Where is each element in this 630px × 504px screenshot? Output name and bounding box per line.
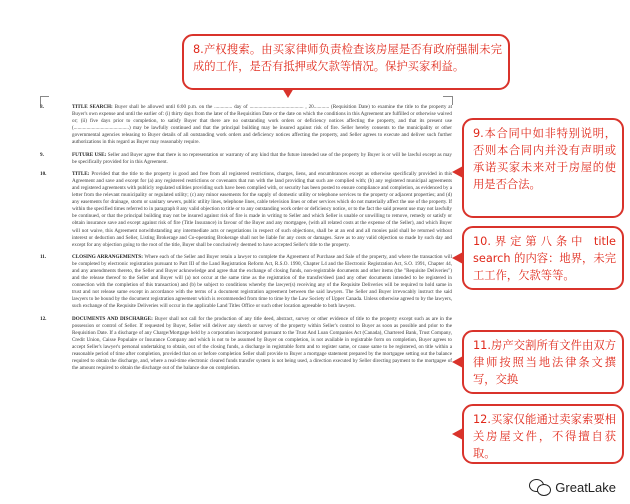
callout-text: 9.本合同中如非特别说明，否则本合同内并没有声明或承诺买家未来对于房屋的使用是否合法。: [473, 127, 616, 191]
clause-title: CLOSING ARRANGEMENTS:: [72, 253, 143, 260]
clause-text: Buyer shall be allowed until 6:00 p.m. on the .............. day of .......................................... , 20............ (Requisition Date) to examine the title to the property at Buyer's own expense and until the earlier of: (i) thirty days from the later of the Requisition Date or the date on which the conditions in this Agreement are fulfilled or otherwise waived or; (ii) five days prior to completion, to satisfy Buyer that there are no outstanding work orders or deficiency notices affecting the property, and that its present use (...........................................) may be lawfully continued and that the principal building may be insured against risk of fire. Seller hereby consents to the municipality or other governmental agencies releasing to Buyer details of all outstanding work orders and deficiency notices affecting the property, and Seller agrees to execute and deliver such further authorizations in this regard as Buyer may reasonably require.: [72, 104, 453, 146]
clause-title-search: [40, 104, 452, 147]
clause-title: TITLE SEARCH:: [72, 104, 113, 110]
clause-number: 11.: [40, 253, 47, 260]
callout-title-search: [182, 34, 510, 90]
wechat-icon: [529, 478, 551, 496]
callout-future-use: [462, 118, 624, 218]
crop-mark: [452, 96, 453, 105]
watermark-text: GreatLake: [555, 479, 616, 495]
callout-closing-arrangements: [462, 330, 624, 394]
clause-text: Provided that the title to the property is good and free from all registered restrictions, charges, liens, and encumbrances except as otherwise specifically provided in this Agreement and save and except for (a) any registered restrictions or covenants that run with the land providing that such are complied with; (b) any registered municipal agreements and registered agreements with publicly regulated utilities providing such have been complied with, or security has been posted to ensure compliance and completion, as evidenced by a letter from the relevant municipality or regulated utility; (c) any minor easements for the supply of domestic utility or telephone services to the property or adjacent properties; and (d) any easements for drainage, storm or sanitary sewers, public utility lines, telephone lines, cable television lines or other services which do not materially affect the use of the property. If within the specified times referred to in paragraph 8 any valid objection to title or to any outstanding work order or deficiency notice, or to the fact the said present use may not lawfully be continued, or that the principal building may not be insured against risk of fire is made in writing to Seller and which Seller is unable or unwilling to remove, remedy or satisfy or obtain insurance save and except against risk of fire (Title Insurance) in favour of the Buyer and any mortgagee, (with all related costs at the expense of the Seller), and which Buyer will not waive, this Agreement notwithstanding any intermediate acts or negotiations in respect of such objections, shall be at an end and all monies paid shall be returned without interest or deduction and Seller, Listing Brokerage and Co-operating Brokerage shall not be liable for any costs or damages. Save as to any valid objection so made by such day and except for any objection going to the root of the title, Buyer shall be conclusively deemed to have accepted Seller's title to the property.: [72, 170, 452, 248]
callout-text: 11.房产交割所有文件由双方律师按照当地法律条文撰写，交换: [473, 339, 616, 386]
clause-number: 12.: [40, 315, 47, 322]
clause-future-use: [40, 152, 452, 166]
agreement-document: [40, 104, 452, 377]
callout-pointer: [282, 88, 294, 98]
clause-number: 10.: [40, 170, 47, 177]
callout-text: 12.买家仅能通过卖家索要相关房屋文件，不得擅自获取。: [473, 413, 616, 460]
watermark: [529, 478, 616, 496]
callout-title: [462, 226, 624, 290]
clause-title: [40, 171, 452, 249]
clause-text: Buyer shall not call for the production of any title deed, abstract, survey or other evidence of title to the property except such as are in the possession or control of Seller. If requested by Buyer, Seller will deliver any sketch or survey of the property within Seller's control to Buyer as soon as possible and prior to the Requisition Date. If a discharge of any Charge/Mortgage held by a corporation incorporated pursuant to the Trust And Loan Companies Act (Canada), Chartered Bank, Trust Company, Credit Union, Caisse Populaire or Insurance Company and which is not to be assumed by Buyer on completion, is not available in registrable form on completion, Buyer agrees to accept Seller's lawyer's personal undertaking to obtain, out of the closing funds, a discharge in registrable form and to register same, or cause same to be registered, on title within a reasonable period of time after completion, provided that on or before completion Seller shall provide to Buyer a mortgage statement prepared by the mortgagee setting out the balance required to obtain the discharge, and, where a real-time electronic cleared funds transfer system is not being used, a direction executed by Seller directing payment to the mortgagee of the amount required to obtain the discharge out of the balance due on completion.: [72, 315, 453, 372]
callout-text: 10.界定第八条中 title search 的内容：地界，未完工工作，欠款等等。: [473, 235, 616, 282]
crop-mark: [40, 96, 49, 97]
clause-title: DOCUMENTS AND DISCHARGE:: [72, 315, 153, 322]
crop-mark: [443, 96, 452, 97]
clause-text: Where each of the Seller and Buyer retain a lawyer to complete the Agreement of Purchase and Sale of the property, and where the transaction will be completed by electronic registration pursuant to Part III of the Land Registration Reform Act, R.S.O. 1990, Chapter L4 and the Electronic Registration Act, S.O. 1991, Chapter 44, and any amendments thereto, the Seller and Buyer acknowledge and agree that the exchange of closing funds, non-registrable documents and other items (the "Requisite Deliveries") and the release thereof to the Seller and Buyer will (a) not occur at the same time as the registration of the transfer/deed (and any other documents intended to be registered in connection with the completion of this transaction) and (b) be subject to conditions whereby the lawyer(s) receiving any of the Requisite Deliveries will be required to hold same in trust and not release same except in accordance with the terms of a document registration agreement between the said lawyers. The Seller and Buyer irrevocably instruct the said lawyers to be bound by the document registration agreement which is recommended from time to time by the Law Society of Upper Canada. Unless otherwise agreed to by the lawyers, such exchange of the Requisite Deliveries will occur in the applicable Land Titles Office or such other location agreeable to both lawyers.: [72, 253, 452, 310]
callout-pointer: [452, 428, 463, 440]
clause-title: FUTURE USE:: [72, 151, 107, 158]
callout-pointer: [452, 166, 463, 178]
clause-text: Seller and Buyer agree that there is no representation or warranty of any kind that the future intended use of the property by Buyer is or will be lawful except as may be specifically provided for in this Agreement.: [72, 151, 452, 165]
clause-number: 8.: [40, 104, 44, 110]
clause-closing-arrangements: [40, 254, 452, 311]
clause-title: TITLE:: [72, 170, 90, 177]
clause-number: 9.: [40, 151, 44, 158]
callout-pointer: [452, 356, 463, 368]
callout-documents-discharge: [462, 404, 624, 464]
callout-pointer: [452, 252, 463, 264]
clause-documents-discharge: [40, 316, 452, 373]
callout-text: 8.产权搜索。由买家律师负责检查该房屋是否有政府强制未完成的工作，是否有抵押或欠款等情况。保护买家利益。: [193, 43, 502, 73]
